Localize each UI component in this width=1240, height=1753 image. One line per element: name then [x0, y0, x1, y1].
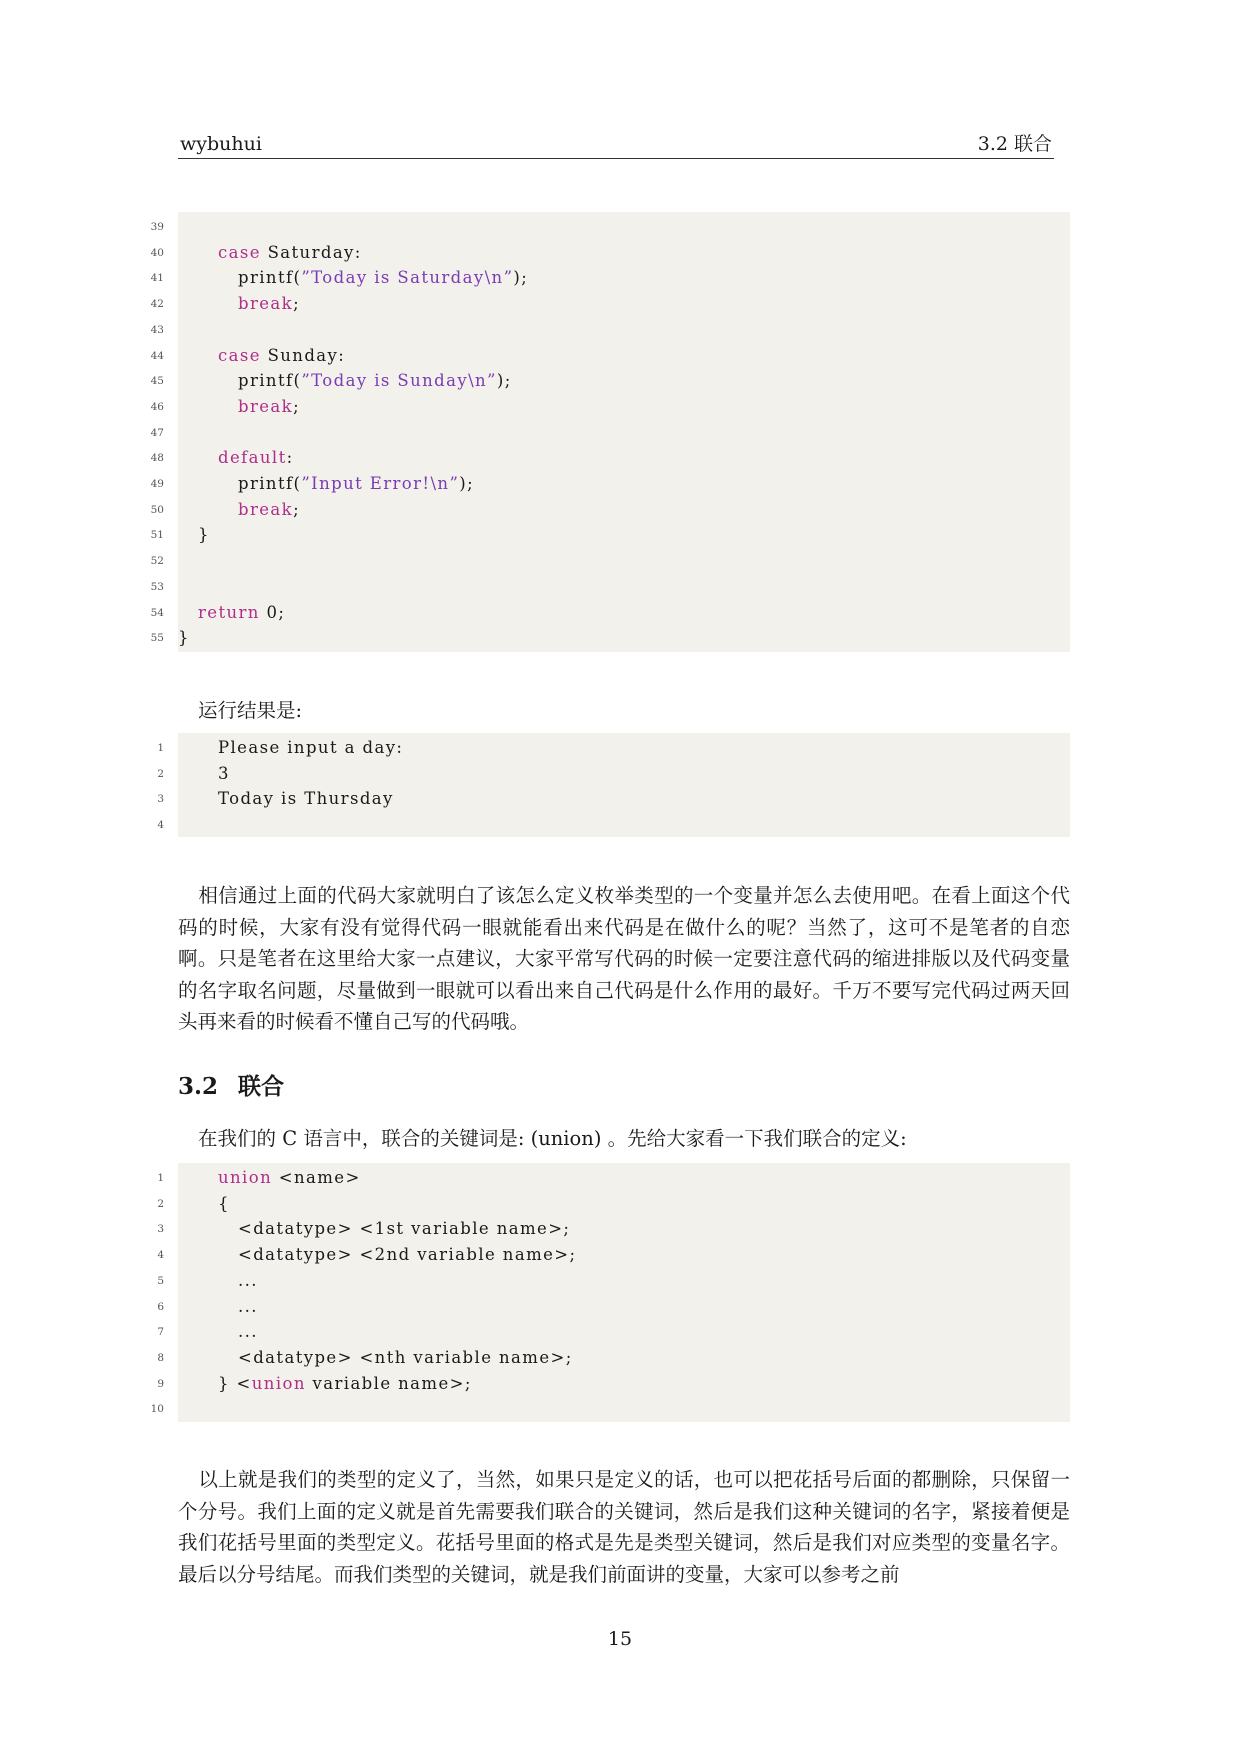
code-token: ... — [238, 1296, 258, 1316]
code-line — [150, 445, 1070, 471]
code-text — [238, 471, 474, 497]
running-header — [178, 132, 1054, 159]
code-line — [157, 1268, 1070, 1294]
code-line — [150, 522, 1070, 548]
code-line — [157, 1191, 1070, 1217]
line-number: 3 — [157, 1223, 164, 1236]
code-token: Today is Thursday — [218, 789, 394, 809]
code-token: 3 — [218, 763, 230, 783]
code-string: ”Today is Sunday\n” — [301, 371, 497, 391]
line-number: 55 — [150, 632, 164, 645]
line-number: 4 — [157, 1249, 164, 1262]
code-token: Sunday: — [260, 345, 346, 365]
line-number: 48 — [150, 452, 164, 465]
paragraph-union-explanation: 以上就是我们的类型的定义了，当然，如果只是定义的话，也可以把花括号后面的都删除，只保留一个分号。我们上面的定义就是首先需要我们联合的关键词，然后是我们这种关键词的名字，紧接着便是我们花括号里面的类型定义。花括号里面的格式是先是类型关键词，然后是我们对应类型的变量名字。最后以分号结尾。而我们类型的关键词，就是我们前面讲的变量，大家可以参考之前 — [178, 1468, 1070, 1586]
code-text — [218, 240, 362, 266]
code-line — [150, 368, 1070, 394]
code-text — [238, 1242, 576, 1268]
code-text — [218, 445, 294, 471]
code-keyword: break — [238, 294, 294, 314]
code-line — [150, 420, 1070, 446]
line-number: 10 — [150, 1403, 164, 1416]
line-number: 41 — [150, 272, 164, 285]
line-number: 50 — [150, 503, 164, 516]
section-heading — [178, 1072, 284, 1102]
code-text — [218, 343, 345, 369]
code-token: <datatype> <nth variable name>; — [238, 1347, 573, 1367]
code-line — [157, 812, 1070, 838]
code-token: ... — [238, 1322, 258, 1342]
line-number: 1 — [157, 742, 164, 754]
code-line — [157, 1294, 1070, 1320]
line-number: 6 — [157, 1300, 164, 1313]
line-number: 45 — [150, 375, 164, 388]
code-token: 0; — [259, 602, 286, 622]
line-number: 7 — [157, 1326, 164, 1339]
code-text — [238, 497, 300, 523]
code-text — [178, 625, 190, 651]
line-number: 4 — [157, 819, 164, 832]
code-line — [150, 240, 1070, 266]
code-token: Saturday: — [260, 242, 362, 262]
code-text — [238, 1319, 258, 1345]
code-line — [150, 317, 1070, 343]
line-number: 46 — [150, 400, 164, 413]
code-text — [218, 786, 394, 812]
code-text — [238, 291, 300, 317]
header-author: wybuhui — [180, 133, 262, 155]
paragraph-union-intro: 在我们的 C 语言中，联合的关键词是: (union) 。先给大家看一下我们联合的定义: — [198, 1127, 907, 1150]
code-line — [157, 761, 1070, 787]
code-block-union-definition — [150, 1163, 1070, 1422]
code-text — [238, 1268, 258, 1294]
code-token: Please input a day: — [218, 738, 404, 757]
code-line — [157, 1319, 1070, 1345]
line-number: 39 — [150, 221, 164, 233]
code-token: <name> — [272, 1168, 361, 1187]
code-token: ... — [238, 1270, 258, 1290]
line-number: 3 — [157, 793, 164, 806]
code-keyword: case — [218, 345, 261, 365]
line-number: 40 — [150, 246, 164, 259]
line-number: 8 — [157, 1351, 164, 1364]
code-token: ; — [293, 499, 301, 519]
code-keyword: case — [218, 242, 261, 262]
code-text — [198, 600, 285, 626]
code-token: ); — [459, 474, 475, 493]
code-text — [218, 735, 403, 761]
code-line — [157, 1216, 1070, 1242]
code-line — [150, 265, 1070, 291]
code-string: ”Input Error!\n” — [301, 474, 460, 493]
line-number: 2 — [157, 1197, 164, 1210]
paragraph-enum-advice: 相信通过上面的代码大家就明白了该怎么定义枚举类型的一个变量并怎么去使用吧。在看上面这个代码的时候，大家有没有觉得代码一眼就能看出来代码是在做什么的呢？当然了，这可不是笔者的自恋啊。只是笔者在这里给大家一点建议，大家平常写代码的时候一定要注意代码的缩进排版以及代码变量的名字取名问题，尽量做到一眼就可以看出来自己代码是什么作用的最好。千万不要写完代码过两天回头再来看的时候看不懂自己写的代码哦。 — [178, 884, 1070, 1033]
code-token: ; — [293, 396, 301, 416]
code-line — [150, 625, 1070, 651]
line-number: 9 — [157, 1377, 164, 1390]
line-number: 49 — [150, 478, 164, 490]
page-number: 15 — [607, 1628, 633, 1650]
code-line — [150, 1396, 1070, 1422]
code-token: variable name>; — [305, 1373, 472, 1393]
code-token: } — [178, 628, 190, 648]
line-number: 52 — [150, 555, 164, 568]
code-line — [157, 786, 1070, 812]
code-keyword: union — [251, 1373, 306, 1393]
code-line — [157, 1242, 1070, 1268]
code-token: ); — [496, 371, 512, 391]
line-number: 51 — [150, 529, 164, 542]
code-keyword: break — [238, 396, 294, 416]
line-number: 2 — [157, 767, 164, 780]
code-text — [238, 368, 512, 394]
line-number: 1 — [157, 1172, 164, 1184]
code-keyword: default — [218, 448, 287, 468]
line-number: 42 — [150, 298, 164, 311]
code-token: : — [286, 448, 294, 468]
section-title: 联合 — [238, 1073, 284, 1100]
line-number: 5 — [157, 1274, 164, 1287]
code-line — [157, 1345, 1070, 1371]
run-result-label: 运行结果是: — [198, 699, 303, 722]
code-line — [150, 291, 1070, 317]
code-token: <datatype> <1st variable name>; — [238, 1219, 571, 1239]
header-section: 3.2 联合 — [977, 133, 1052, 155]
code-text — [238, 394, 300, 420]
code-line — [150, 574, 1070, 600]
code-line — [150, 214, 1070, 240]
code-line — [150, 394, 1070, 420]
code-token: printf( — [238, 371, 302, 391]
line-number: 47 — [150, 426, 164, 439]
code-keyword: return — [198, 602, 260, 622]
code-text — [198, 522, 210, 548]
code-text — [218, 761, 230, 787]
code-text — [238, 265, 528, 291]
code-token: } — [198, 525, 210, 545]
code-line — [157, 735, 1070, 761]
code-token: <datatype> <2nd variable name>; — [238, 1245, 577, 1265]
code-text — [218, 1191, 230, 1217]
line-number: 53 — [150, 580, 164, 593]
code-line — [150, 600, 1070, 626]
code-text — [218, 1165, 361, 1191]
code-token: printf( — [238, 474, 302, 493]
code-line — [157, 1371, 1070, 1397]
code-token: ; — [293, 294, 301, 314]
code-token: ); — [513, 268, 529, 288]
code-token: } < — [218, 1373, 252, 1393]
code-text — [238, 1216, 570, 1242]
line-number: 54 — [150, 606, 164, 619]
section-number: 3.2 — [178, 1073, 219, 1100]
code-token: { — [218, 1193, 230, 1213]
code-line — [150, 471, 1070, 497]
code-block-switch — [150, 212, 1070, 652]
code-text — [218, 1371, 472, 1397]
code-keyword: union — [218, 1168, 273, 1187]
code-keyword: break — [238, 499, 294, 519]
code-token: printf( — [238, 268, 302, 288]
code-line — [150, 548, 1070, 574]
code-string: ”Today is Saturday\n” — [301, 268, 514, 288]
line-number: 44 — [150, 349, 164, 362]
code-block-output — [157, 733, 1070, 837]
line-number: 43 — [150, 323, 164, 336]
code-line — [150, 343, 1070, 369]
code-text — [238, 1294, 258, 1320]
code-line — [150, 497, 1070, 523]
code-text — [238, 1345, 573, 1371]
code-line — [157, 1165, 1070, 1191]
